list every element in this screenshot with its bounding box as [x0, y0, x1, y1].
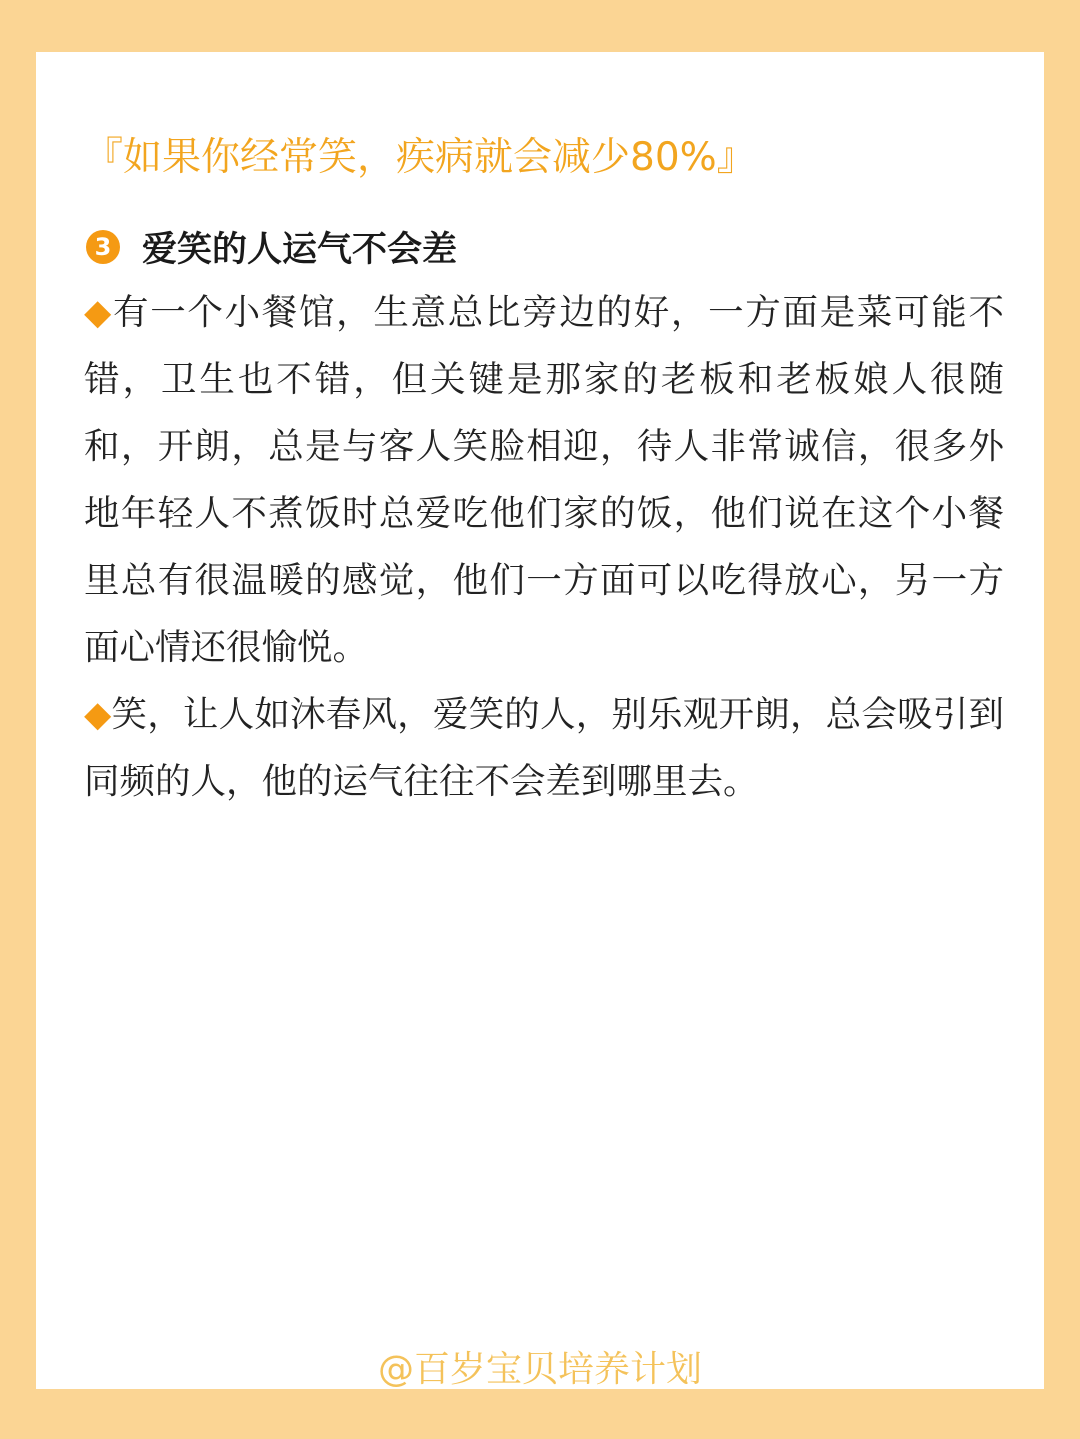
diamond-bullet-icon: ◆ [84, 292, 113, 333]
paragraph-text: 有一个小餐馆，生意总比旁边的好，一方面是菜可能不错，卫生也不错，但关键是那家的老板和老板娘人很随和，开朗，总是与客人笑脸相迎，待人非常诚信，很多外地年轻人不煮饭时总爱吃他们家的饭，他们说在这个小餐里总有很温暖的感觉，他们一方面可以吃得放心，另一方面心情还很愉悦。 [84, 292, 1004, 668]
paragraph-1 [84, 279, 1004, 681]
content-card [36, 52, 1044, 1389]
section-title: 爱笑的人运气不会差 [142, 230, 458, 270]
diamond-bullet-icon: ◆ [84, 694, 112, 735]
section-number-badge: 3 [86, 230, 120, 264]
article-body [84, 279, 1004, 815]
paragraph-text: 笑，让人如沐春风，爱笑的人，别乐观开朗，总会吸引到同频的人，他的运气往往不会差到哪里去。 [84, 694, 1004, 802]
author-watermark: @百岁宝贝培养计划 [377, 1349, 702, 1390]
paragraph-2 [84, 681, 1004, 815]
section-heading [86, 222, 457, 272]
page-title: 『如果你经常笑，疾病就会减少80%』 [84, 135, 756, 180]
